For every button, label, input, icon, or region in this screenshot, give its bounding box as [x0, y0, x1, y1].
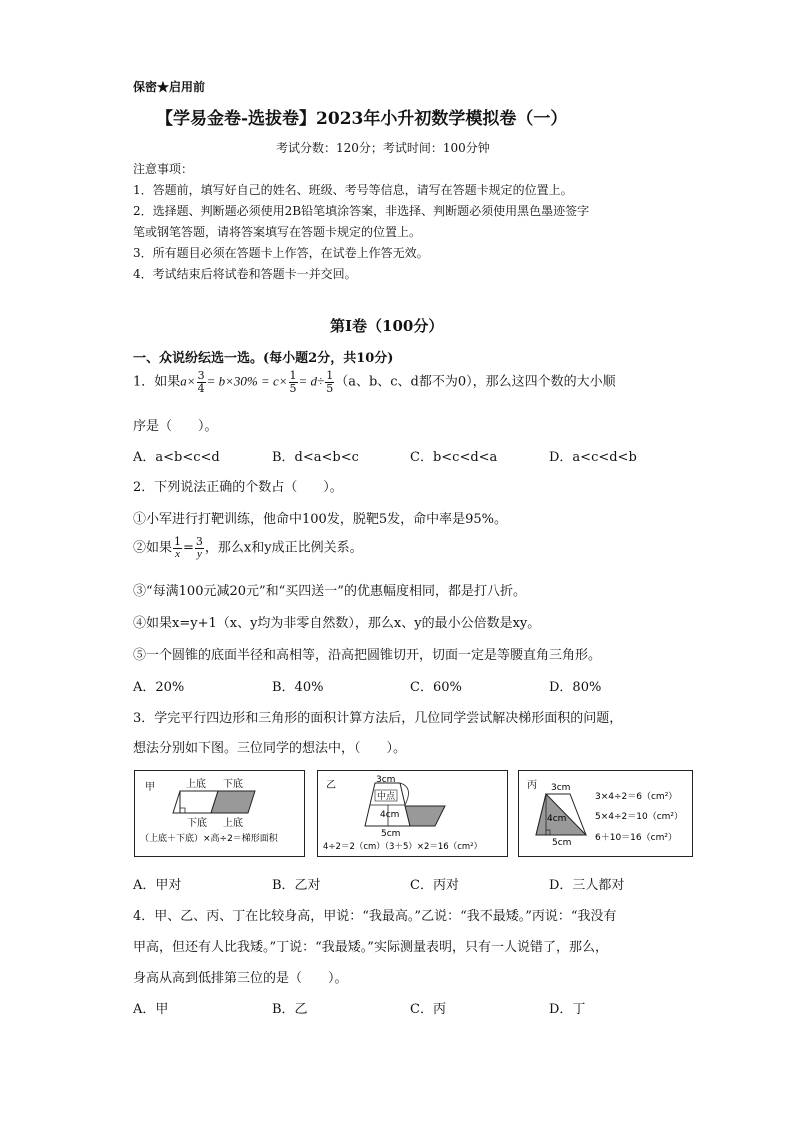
q4-option-d[interactable]: D．丁: [549, 1002, 586, 1017]
q1-option-d[interactable]: D．a<c<d<b: [549, 450, 637, 465]
label-bottom: 5cm: [381, 829, 401, 839]
q1-expr-mid2: = d÷: [298, 373, 325, 389]
question-4-line3: 身高从高到低排第三位的是（ ）。: [133, 971, 348, 986]
question-4-line2: 甲高，但还有人比我矮。”丁说：“我最矮。”实际测量表明，只有一人说错了，那么，: [133, 940, 608, 955]
note-item: 2．选择题、判断题必须使用2B铅笔填涂答案，非选择、判断题必须使用黑色墨迹签字: [133, 204, 590, 218]
q4-option-c[interactable]: C．丙: [410, 1002, 446, 1017]
figure-label: 丙: [527, 780, 537, 791]
q2-statement-4: ④如果x=y+1（x、y均为非零自然数），那么x、y的最小公倍数是xy。: [133, 616, 541, 631]
label-top: 3cm: [376, 775, 396, 785]
note-item: 4．考试结束后将试卷和答题卡一并交回。: [133, 267, 357, 281]
label-top: 3cm: [551, 783, 571, 793]
q1-option-b[interactable]: B．d<a<b<c: [272, 450, 359, 465]
part-heading: 一、众说纷纭选一选。(每小题2分，共10分): [133, 351, 394, 366]
note-item: 1．答题前，填写好自己的姓名、班级、考号等信息，请写在答题卡规定的位置上。: [133, 183, 573, 197]
question-3-line2: 想法分别如下图。三位同学的想法中，（ ）。: [133, 741, 407, 756]
fraction: $\frac{1}{5}$: [289, 369, 297, 395]
fraction: $\frac{3}{y}$: [195, 535, 203, 560]
q1-prefix: 1．如果: [133, 374, 181, 390]
section-title: 第Ⅰ卷（100分）: [330, 317, 444, 335]
figure-formula: 3×4÷2＝6（cm²）: [595, 792, 678, 802]
q4-option-b[interactable]: B．乙: [272, 1002, 308, 1017]
label-top-base: 上底: [186, 779, 206, 790]
fraction: $\frac{1}{x}$: [174, 535, 182, 560]
q1-option-c[interactable]: C．b<c<d<a: [410, 450, 498, 465]
q2-option-a[interactable]: A．20%: [133, 680, 185, 695]
q3-option-d[interactable]: D．三人都对: [549, 878, 625, 893]
q1-option-a[interactable]: A．a<b<c<d: [133, 450, 220, 465]
label-midpoint: 中点: [377, 792, 396, 802]
figure-formula: 6＋10＝16（cm²）: [595, 833, 677, 843]
page-title: 【学易金卷-选拔卷】2023年小升初数学模拟卷（一）: [156, 109, 568, 129]
q1-expr-a: a×: [180, 373, 196, 389]
q4-option-a[interactable]: A．甲: [133, 1002, 169, 1017]
question-3-line1: 3．学完平行四边形和三角形的面积计算方法后，几位同学尝试解决梯形面积的问题，: [133, 711, 623, 726]
label-height: 4cm: [380, 810, 400, 820]
figure-label: 甲: [145, 782, 155, 793]
question-4-line1: 4．甲、乙、丙、丁在比较身高，甲说：“我最高。”乙说：“我不最矮。”丙说：“我没有: [133, 909, 617, 924]
note-item: 笔或钢笔答题，请将答案填写在答题卡规定的位置上。: [133, 225, 422, 239]
label-bottom: 5cm: [552, 838, 572, 848]
figure-formula: 4÷2＝2（cm）（3＋5）×2＝16（cm²）: [323, 842, 483, 852]
label-top-base: 上底: [223, 818, 243, 829]
q2-option-c[interactable]: C．60%: [410, 680, 462, 695]
q2-option-b[interactable]: B．40%: [272, 680, 324, 695]
q2-statement-1: ①小军进行打靶训练，他命中100发，脱靶5发，命中率是95%。: [133, 512, 507, 527]
figure-formula: （上底＋下底）×高÷2＝梯形面积: [140, 834, 278, 844]
question-1-line2: 序是（ ）。: [133, 419, 218, 434]
fraction: $\frac{3}{4}$: [197, 369, 205, 395]
note-item: 3．所有题目必须在答题卡上作答，在试卷上作答无效。: [133, 246, 429, 260]
fraction: $\frac{1}{5}$: [326, 369, 334, 395]
figure-bing: [518, 770, 693, 857]
q1-suffix: （a、b、c、d都不为0），那么这四个数的大小顺: [335, 374, 616, 390]
confidential-label: 保密★启用前: [133, 80, 206, 94]
q3-option-a[interactable]: A．甲对: [133, 878, 182, 893]
q2-option-d[interactable]: D．80%: [549, 680, 602, 695]
q2-statement-2: ②如果 $\frac{1}{x}$ = $\frac{3}{y}$ ，那么x和y成正比例关系。: [133, 535, 363, 560]
figure-yi: [317, 770, 508, 857]
label-height: 4cm: [547, 814, 567, 824]
q3-option-c[interactable]: C．丙对: [410, 878, 459, 893]
figure-label: 乙: [326, 780, 336, 791]
exam-info: 考试分数：120分；考试时间：100分钟: [276, 141, 490, 155]
label-bottom-base: 下底: [187, 818, 207, 829]
notes-heading: 注意事项：: [133, 162, 194, 176]
q3-option-b[interactable]: B．乙对: [272, 878, 321, 893]
figure-formula: 5×4÷2＝10（cm²）: [595, 812, 684, 822]
figure-jia: [134, 770, 305, 857]
question-2-stem: 2．下列说法正确的个数占（ ）。: [133, 480, 343, 495]
q1-expr-mid1: = b×30% = c×: [206, 373, 288, 389]
q2-statement-5: ⑤一个圆锥的底面半径和高相等，沿高把圆锥切开，切面一定是等腰直角三角形。: [133, 648, 602, 663]
question-1-line1: [133, 370, 616, 394]
q2-statement-3: ③“每满100元减20元”和“买四送一”的优惠幅度相同，都是打八折。: [133, 584, 526, 599]
label-bottom-base: 下底: [223, 779, 243, 790]
